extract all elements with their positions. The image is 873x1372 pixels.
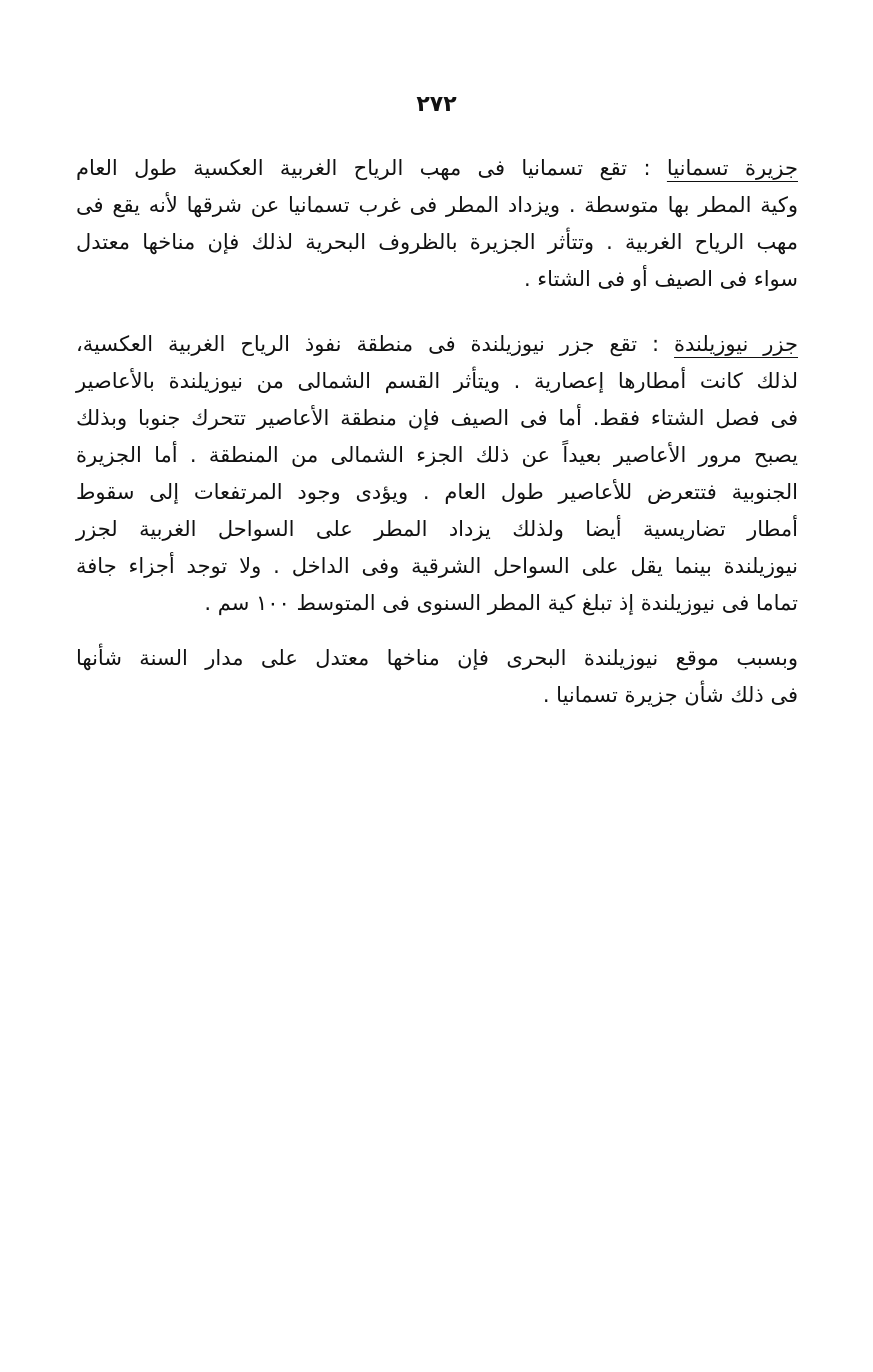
- page-number: ٢٧٢: [416, 92, 457, 117]
- section-heading-new-zealand: جزر نيوزيلندة: [674, 332, 798, 356]
- paragraph-tasmania: [76, 150, 798, 298]
- text-line: مهب الرياح الغربية . وتتأثر الجزيرة بالظروف البحرية لذلك فإن مناخها معتدل: [76, 230, 798, 254]
- text-line: وكية المطر بها متوسطة . ويزداد المطر فى غرب تسمانيا عن شرقها لأنه يقع فى: [76, 193, 798, 217]
- text-line: أمطار تضاريسية أيضا ولذلك يزداد المطر على السواحل الغربية لجزر: [76, 517, 798, 541]
- text-line: فى فصل الشتاء فقط. أما فى الصيف فإن منطقة الأعاصير تتحرك جنوبا وبذلك: [76, 406, 798, 430]
- text-line: تماما فى نيوزيلندة إذ تبلغ كية المطر السنوى فى المتوسط ١٠٠ سم .: [204, 591, 798, 615]
- text-line: نيوزيلندة بينما يقل على السواحل الشرقية وفى الداخل . ولا توجد أجزاء جافة: [76, 554, 798, 578]
- text-line: [76, 150, 798, 187]
- line-text: : تقع جزر نيوزيلندة فى منطقة نفوذ الرياح الغربية العكسية،: [76, 332, 660, 356]
- text-line: سواء فى الصيف أو فى الشتاء .: [523, 267, 798, 291]
- paragraph-new-zealand: [76, 326, 798, 622]
- text-line: لذلك كانت أمطارها إعصارية . ويتأثر القسم الشمالى من نيوزيلندة بالأعاصير: [76, 369, 798, 393]
- text-line: [76, 326, 798, 363]
- line-text: : تقع تسمانيا فى مهب الرياح الغربية العكسية طول العام: [76, 156, 651, 180]
- text-line: يصبح مرور الأعاصير بعيداً عن ذلك الجزء الشمالى من المنطقة . أما الجزيرة: [76, 443, 798, 467]
- text-line: الجنوبية فتتعرض للأعاصير طول العام . ويؤدى وجود المرتفعات إلى سقوط: [76, 480, 798, 504]
- text-line: فى ذلك شأن جزيرة تسمانيا .: [542, 683, 798, 707]
- section-heading-tasmania: جزيرة تسمانيا: [666, 156, 798, 180]
- paragraph-conclusion: [76, 640, 798, 714]
- text-body: [76, 150, 798, 714]
- text-line: وبسبب موقع نيوزيلندة البحرى فإن مناخها معتدل على مدار السنة شأنها: [76, 646, 798, 670]
